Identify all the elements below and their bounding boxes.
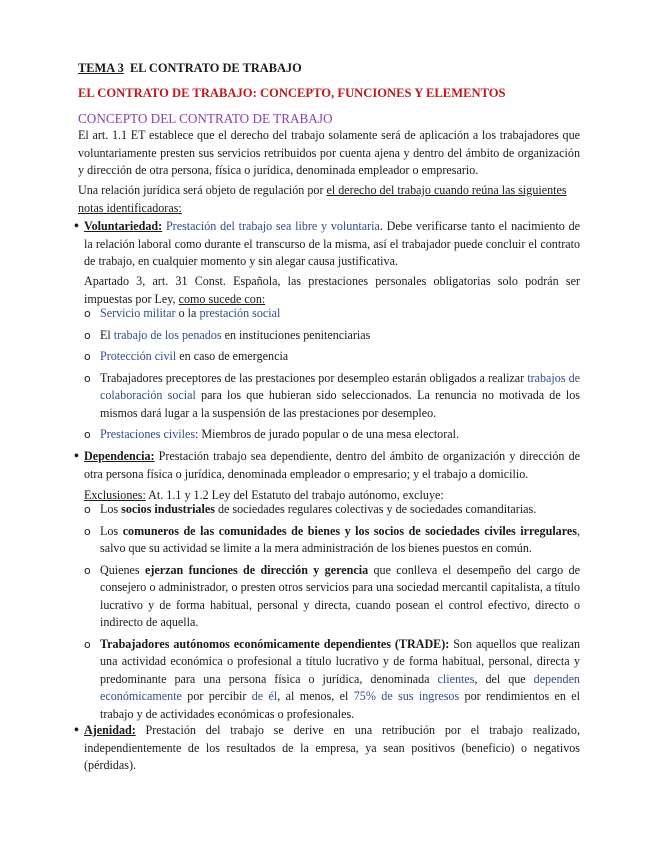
excl-item-3-blue2: dependen económicamente <box>100 671 580 703</box>
excl-item-3-blue1: clientes <box>437 671 475 686</box>
ley-item-0-c: prestación social <box>199 306 281 320</box>
ley-item-3-b: trabajos de colaboración social <box>100 370 580 402</box>
tema-number: TEMA 3 <box>78 61 124 75</box>
tema-title: EL CONTRATO DE TRABAJO <box>129 61 302 75</box>
relacion-underlined: el derecho del trabajo cuando reúna las siguientes notas identificadoras: <box>78 183 567 215</box>
list-item <box>84 348 580 366</box>
excl-item-3-c2: , del que <box>474 671 534 686</box>
sub-bullet-icon: o <box>84 637 91 651</box>
list-item <box>84 370 580 423</box>
list-item <box>84 562 580 632</box>
ley-item-2-b: en caso de emergencia <box>176 349 289 363</box>
exclusiones-label: Exclusiones: <box>84 488 146 502</box>
voluntariedad-label: Voluntariedad: <box>84 219 163 233</box>
exclusiones-list <box>84 501 580 723</box>
excl-item-3-blue4: 75% de sus ingresos <box>353 689 460 703</box>
excl-item-0-a: Los <box>100 502 122 516</box>
bullet-dependencia <box>74 448 580 483</box>
excl-item-1-b: comuneros de las comunidades de bienes y los socios de sociedades civiles irregulares <box>122 523 577 538</box>
bullet-icon: • <box>74 219 79 234</box>
excl-item-2-b: ejerzan funciones de dirección y gerencia <box>144 562 369 577</box>
sub-bullet-icon: o <box>84 428 91 441</box>
ley-item-0-a: Servicio militar <box>100 306 176 320</box>
list-item <box>84 305 580 323</box>
bullet-ajenidad <box>74 722 580 775</box>
apartado-text: Apartado 3, art. 31 Const. Española, las prestaciones personales obligatorias solo podrán ser impuestas por Ley, <box>84 274 580 306</box>
excl-item-3-b: Trabajadores autónomos económicamente dependientes (TRADE): <box>100 636 450 651</box>
ley-item-1-c: en instituciones penitenciarias <box>221 327 371 342</box>
ley-list <box>84 305 580 444</box>
excl-item-3-c5: por rendimientos en el trabajo y de actividades económicas o profesionales. <box>100 689 581 721</box>
intro-paragraph: El art. 1.1 ET establece que el derecho del trabajo solamente será de aplicación a los trabajadores que voluntariamente presten sus servicios retribuidos por cuenta ajena y dentro del ámbito de organización y dirección de otra persona, física o jurídica, denominada empleador o empresario. <box>78 128 580 177</box>
bullet-icon: • <box>74 449 79 464</box>
list-item <box>84 426 580 444</box>
ley-item-3-c: para los que hubieran sido seleccionados. La renuncia no motivada de los mismos dará lugar a la suspensión de las prestaciones por desempleo. <box>100 388 580 420</box>
apartado-paragraph <box>84 273 580 308</box>
relacion-prefix: Una relación jurídica será objeto de regulación por <box>78 183 327 197</box>
sub-bullet-icon: o <box>84 371 91 385</box>
list-item <box>84 501 580 519</box>
list-item <box>84 327 580 345</box>
sub-bullet-icon: o <box>84 307 91 320</box>
tema-heading <box>78 60 302 78</box>
dependencia-text: Prestación trabajo sea dependiente, dentro del ámbito de organización y dirección de otra persona física o jurídica, denominada empleador o empresario; y el trabajo a domicilio. <box>84 449 580 481</box>
relacion-paragraph <box>78 182 580 217</box>
sub-bullet-icon: o <box>84 328 91 342</box>
section-heading: EL CONTRATO DE TRABAJO: CONCEPTO, FUNCIONES Y ELEMENTOS <box>78 86 506 100</box>
excl-item-0-b: socios industriales <box>121 502 215 516</box>
ley-item-1-a: El <box>100 327 114 342</box>
list-item <box>84 636 580 724</box>
ajenidad-text: Prestación del trabajo se derive en una retribución por el trabajo realizado, independientemente de los resultados de la empresa, ya sean positivos (beneficio) o negativos (pérdidas). <box>84 723 580 772</box>
exclusiones-text: At. 1.1 y 1.2 Ley del Estatuto del trabajo autónomo, excluye: <box>145 488 444 502</box>
excl-item-3-c3: por percibir <box>181 689 252 703</box>
bullet-voluntariedad <box>74 218 580 271</box>
list-item <box>84 523 580 558</box>
excl-item-3-c4: , al menos, el <box>277 689 354 703</box>
excl-item-2-c: que conlleva el desempeño del cargo de consejero o administrador, o presten otros servicios para una sociedad mercantil capitalista, a título lucrativo y de forma habitual, personal y directa, cuando posean el control efectivo, directo o indirecto de aquella. <box>100 562 580 629</box>
bullet-icon: • <box>74 723 79 738</box>
sub-bullet-icon: o <box>84 563 91 577</box>
ajenidad-label: Ajenidad: <box>84 723 136 737</box>
excl-item-1-a: Los <box>100 523 123 538</box>
ley-item-0-b: o la <box>175 306 200 320</box>
excl-item-2-a: Quienes <box>100 562 145 577</box>
ley-item-2-a: Protección civil <box>100 349 177 363</box>
sub-bullet-icon: o <box>84 350 91 363</box>
sub-bullet-icon: o <box>84 524 91 538</box>
voluntariedad-highlight: Prestación del trabajo sea libre y voluntaria <box>165 219 380 233</box>
ley-item-4-b: : Miembros de jurado popular o de una mesa electoral. <box>195 427 460 441</box>
subsection-heading: CONCEPTO DEL CONTRATO DE TRABAJO <box>78 111 333 126</box>
apartado-underlined: como sucede con: <box>178 291 266 306</box>
sub-bullet-icon: o <box>84 503 91 516</box>
voluntariedad-text: . Debe verificarse tanto el nacimiento de la relación laboral como durante el transcurso de la misma, así el trabajador puede concluir el contrato de trabajo, en cualquier momento y sin alegar causa justificativa. <box>84 219 580 268</box>
excl-item-3-blue3: de él <box>251 689 278 703</box>
ley-item-3-a: Trabajadores preceptores de las prestaciones por desempleo estarán obligados a realizar <box>100 370 528 385</box>
excl-item-0-c: de sociedades regulares colectivas y de sociedades comanditarias. <box>214 502 537 516</box>
excl-item-1-c: , salvo que su actividad se limite a la mera administración de los bienes puestos en común. <box>100 523 580 555</box>
ley-item-4-a: Prestaciones civiles <box>100 427 196 441</box>
excl-item-3-c1: Son aquellos que realizan una actividad económica o profesional a título lucrativo y de forma habitual, personal, directa y predominante para una persona física o jurídica, denominada <box>100 636 580 686</box>
dependencia-label: Dependencia: <box>84 449 155 463</box>
ley-item-1-b: trabajo de los penados <box>113 327 222 342</box>
